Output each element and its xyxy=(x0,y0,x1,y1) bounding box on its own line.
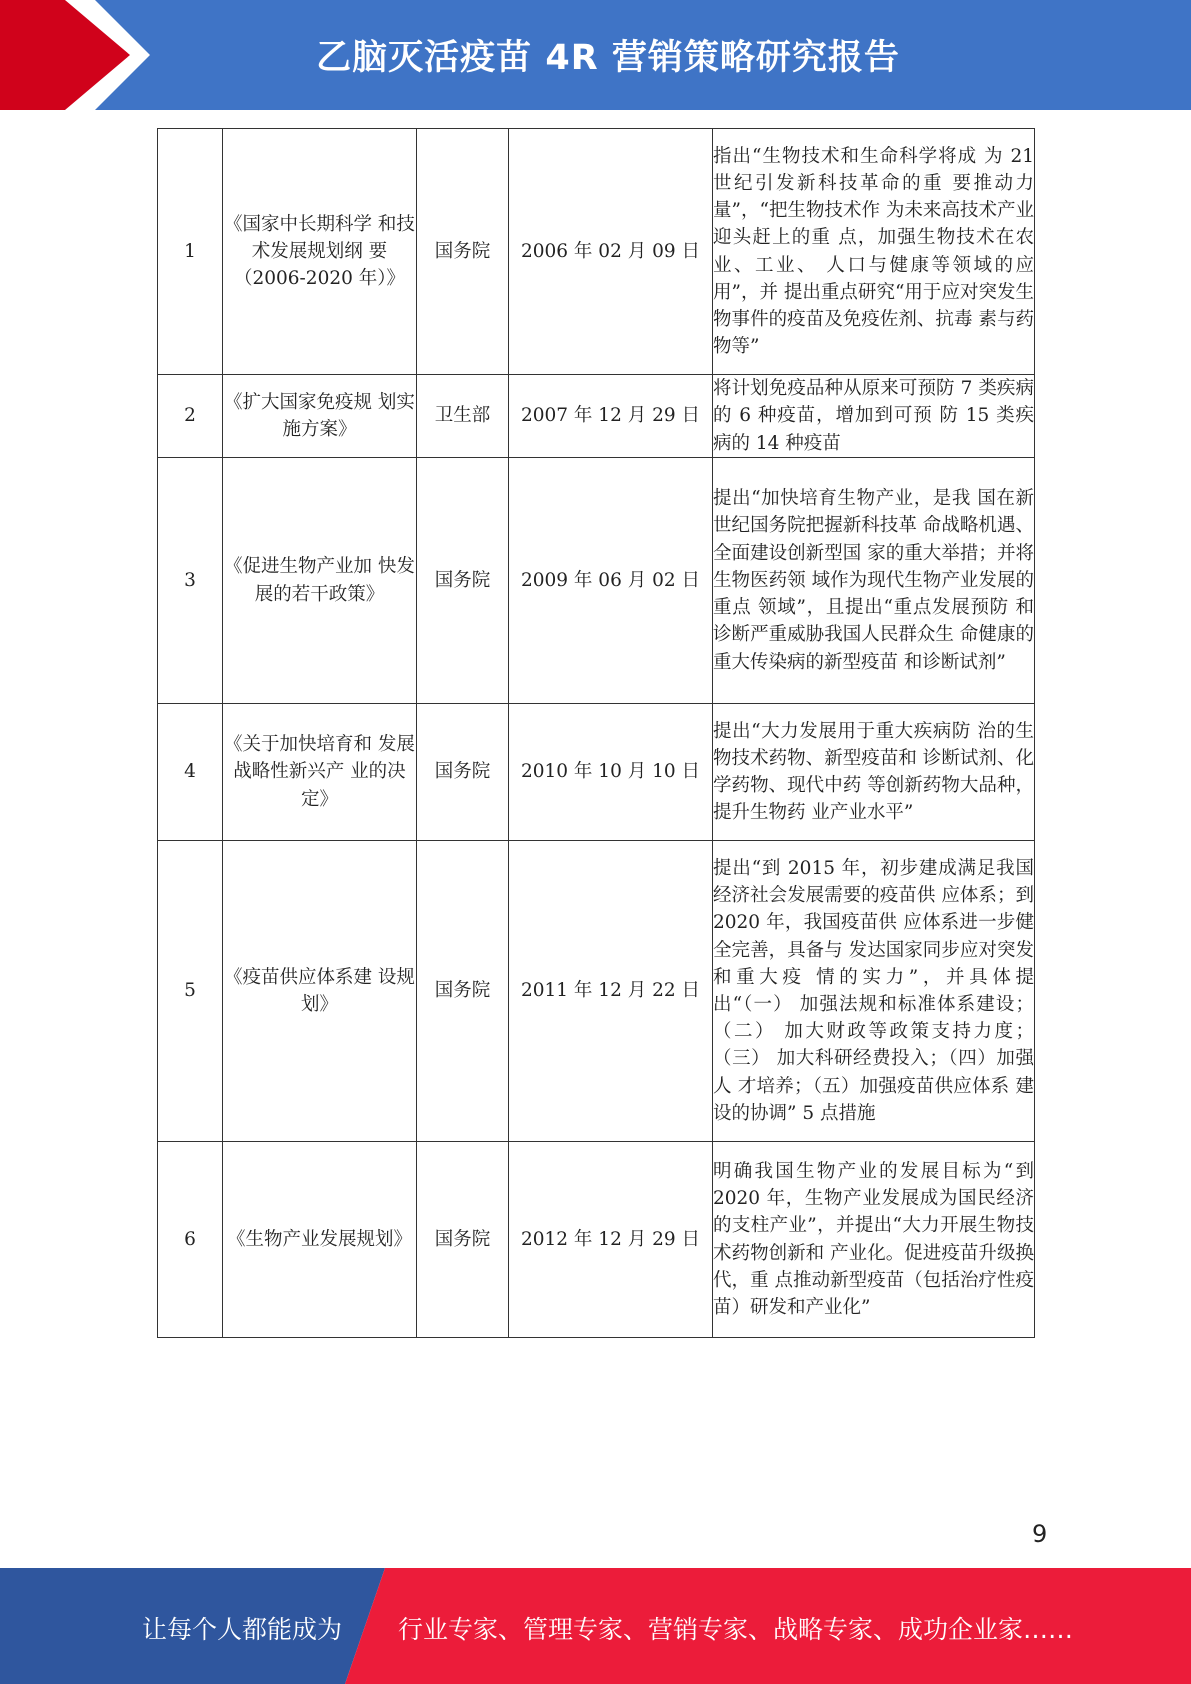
issuing-department: 国务院 xyxy=(417,704,509,841)
policy-name: 《促进生物产业加 快发展的若干政策》 xyxy=(223,458,417,704)
issue-date: 2011 年 12 月 22 日 xyxy=(509,841,713,1142)
report-title: 乙脑灭活疫苗 4R 营销策略研究报告 xyxy=(316,38,900,78)
policy-table xyxy=(157,128,1035,1338)
row-index: 1 xyxy=(158,129,223,375)
row-index: 3 xyxy=(158,458,223,704)
issue-date: 2006 年 02 月 09 日 xyxy=(509,129,713,375)
issuing-department: 国务院 xyxy=(417,129,509,375)
policy-name: 《关于加快培育和 发展战略性新兴产 业的决定》 xyxy=(223,704,417,841)
policy-description: 提出“加快培育生物产业，是我 国在新世纪国务院把握新科技革 命战略机遇、全面建设创新型国 家的重大举措；并将生物医药领 域作为现代生物产业发展的重点 领域”，且提出“重点发展预防 和诊断严重威胁我国人民群众生 命健康的重大传染病的新型疫苗 和诊断试剂” xyxy=(713,458,1035,704)
row-index: 2 xyxy=(158,375,223,458)
footer-slogan-right: 行业专家、管理专家、营销专家、战略专家、成功企业家…… xyxy=(398,1615,1074,1644)
issuing-department: 国务院 xyxy=(417,458,509,704)
table-row xyxy=(158,375,1035,458)
issuing-department: 国务院 xyxy=(417,841,509,1142)
issue-date: 2010 年 10 月 10 日 xyxy=(509,704,713,841)
policy-description: 将计划免疫品种从原来可预防 7 类疾病的 6 种疫苗，增加到可预 防 15 类疾病的 14 种疫苗 xyxy=(713,375,1035,458)
page-header xyxy=(0,0,1191,110)
issuing-department: 国务院 xyxy=(417,1142,509,1338)
policy-name: 《国家中长期科学 和技术发展规划纲 要（2006-2020 年）》 xyxy=(223,129,417,375)
page-number: 9 xyxy=(1032,1520,1048,1548)
row-index: 6 xyxy=(158,1142,223,1338)
table-row xyxy=(158,704,1035,841)
policy-description: 指出“生物技术和生命科学将成 为 21 世纪引发新科技革命的重 要推动力量”，“把生物技术作 为未来高技术产业迎头赶上的重 点，加强生物技术在农业、工业、 人口与健康等领域的应用”，并 提出重点研究“用于应对突发生 物事件的疫苗及免疫佐剂、抗毒 素与药物等” xyxy=(713,129,1035,375)
policy-description: 提出“到 2015 年，初步建成满足我国经济社会发展需要的疫苗供 应体系；到 2020 年，我国疫苗供 应体系进一步健全完善，具备与 发达国家同步应对突发和重大疫 情的实力”，并具体提出“（一） 加强法规和标准体系建设；（二） 加大财政等政策支持力度；（三） 加大科研经费投入；（四）加强人 才培养；（五）加强疫苗供应体系 建设的协调” 5 点措施 xyxy=(713,841,1035,1142)
policy-name: 《疫苗供应体系建 设规划》 xyxy=(223,841,417,1142)
policy-name: 《生物产业发展规划》 xyxy=(223,1142,417,1338)
policy-description: 提出“大力发展用于重大疾病防 治的生物技术药物、新型疫苗和 诊断试剂、化学药物、现代中药 等创新药物大品种，提升生物药 业产业水平” xyxy=(713,704,1035,841)
row-index: 4 xyxy=(158,704,223,841)
issue-date: 2012 年 12 月 29 日 xyxy=(509,1142,713,1338)
table-row xyxy=(158,1142,1035,1338)
policy-name: 《扩大国家免疫规 划实施方案》 xyxy=(223,375,417,458)
issue-date: 2009 年 06 月 02 日 xyxy=(509,458,713,704)
page-footer xyxy=(0,1568,1191,1684)
policy-description: 明确我国生物产业的发展目标为“到 2020 年，生物产业发展成为国民经济的支柱产业”，并提出“大力开展生物技术药物创新和 产业化。促进疫苗升级换代，重 点推动新型疫苗（包括治疗性疫 苗）研发和产业化” xyxy=(713,1142,1035,1338)
table-row xyxy=(158,458,1035,704)
issue-date: 2007 年 12 月 29 日 xyxy=(509,375,713,458)
table-row xyxy=(158,129,1035,375)
row-index: 5 xyxy=(158,841,223,1142)
issuing-department: 卫生部 xyxy=(417,375,509,458)
table-row xyxy=(158,841,1035,1142)
footer-slogan-left: 让每个人都能成为 xyxy=(142,1615,343,1644)
